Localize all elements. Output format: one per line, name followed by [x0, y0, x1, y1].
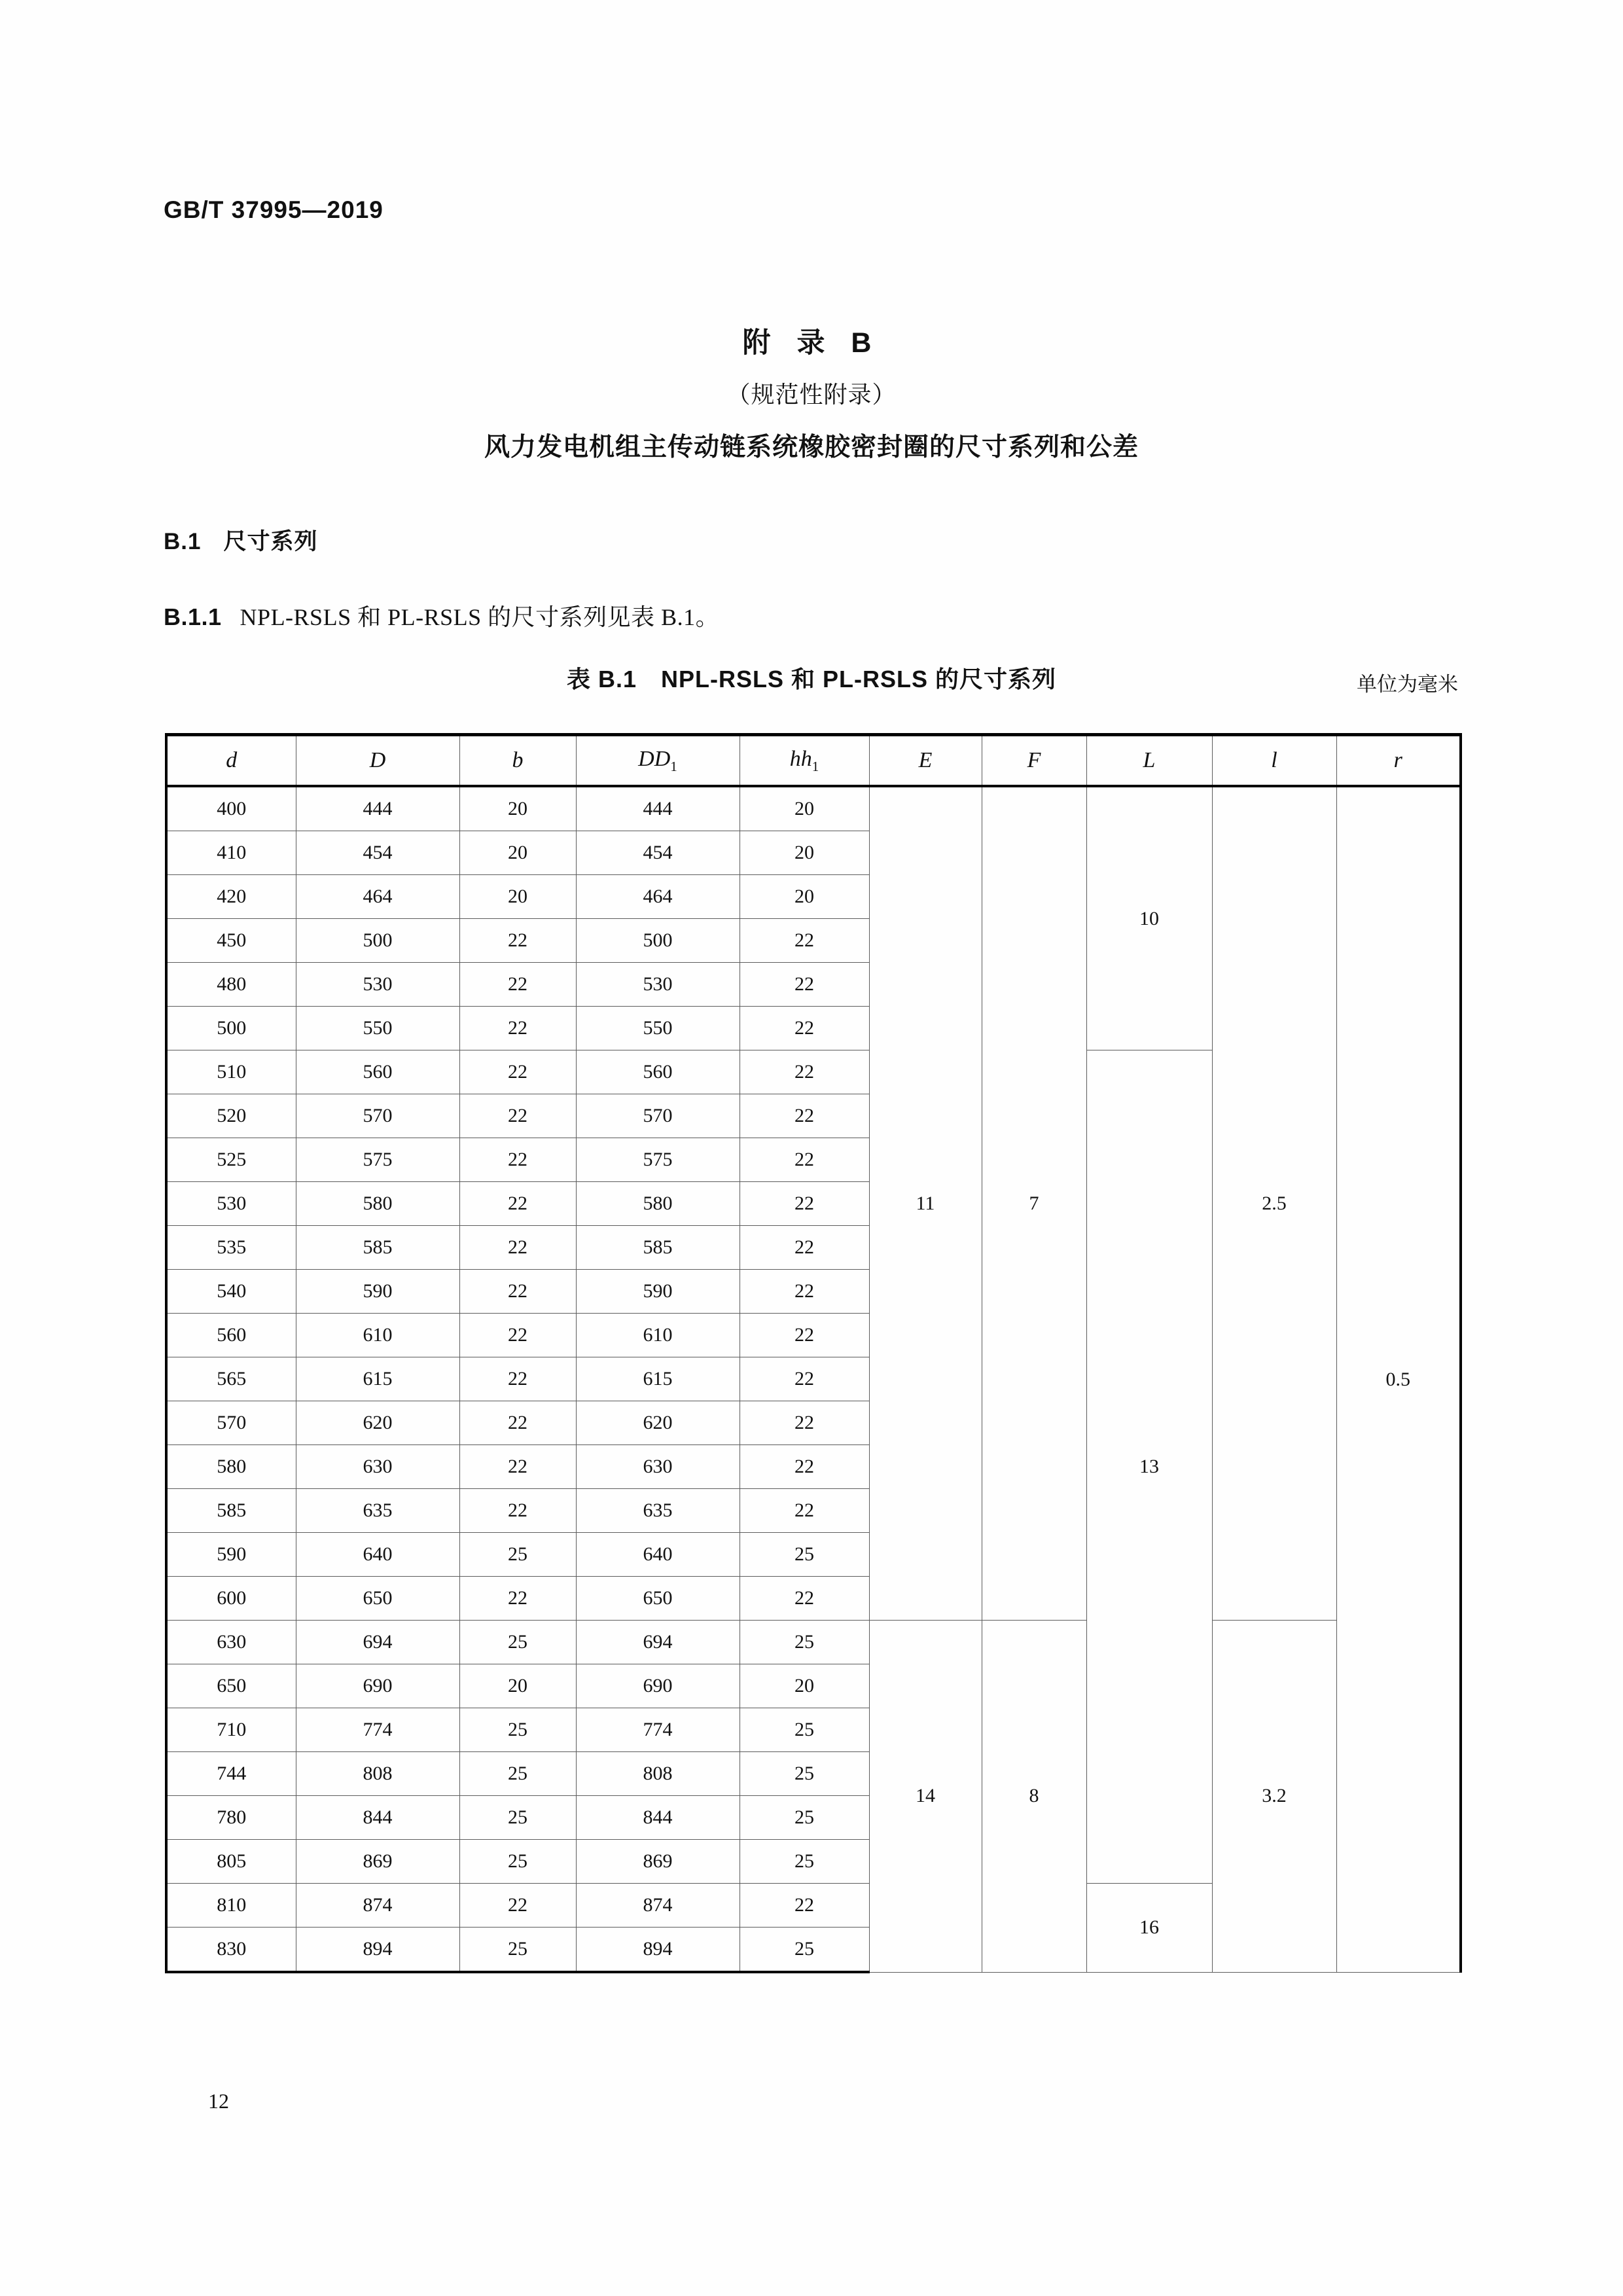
cell-h1: 25 [740, 1796, 869, 1840]
column-header-D: D [296, 735, 459, 787]
cell-D: 869 [296, 1840, 459, 1884]
cell-b: 22 [459, 963, 576, 1007]
cell-d: 500 [166, 1007, 296, 1050]
cell-D1: 590 [576, 1270, 740, 1314]
cell-h1: 22 [740, 1138, 869, 1182]
cell-b: 25 [459, 1752, 576, 1796]
cell-d: 830 [166, 1928, 296, 1973]
cell-L-merged: 10 [1086, 786, 1212, 1050]
cell-d: 805 [166, 1840, 296, 1884]
cell-D1: 894 [576, 1928, 740, 1973]
cell-D1: 650 [576, 1577, 740, 1621]
cell-h1: 20 [740, 831, 869, 875]
cell-D1: 844 [576, 1796, 740, 1840]
cell-D: 560 [296, 1050, 459, 1094]
clause-b11-paragraph [164, 599, 719, 632]
cell-D1: 869 [576, 1840, 740, 1884]
cell-E-merged: 11 [869, 786, 982, 1621]
column-header-subscript: 1 [670, 758, 677, 774]
cell-b: 25 [459, 1621, 576, 1664]
cell-h1: 25 [740, 1752, 869, 1796]
cell-d: 525 [166, 1138, 296, 1182]
cell-D1: 444 [576, 786, 740, 831]
cell-D: 694 [296, 1621, 459, 1664]
cell-D1: 560 [576, 1050, 740, 1094]
cell-D: 590 [296, 1270, 459, 1314]
cell-D: 894 [296, 1928, 459, 1973]
cell-h1: 22 [740, 1226, 869, 1270]
cell-d: 420 [166, 875, 296, 919]
column-header-E: E [869, 735, 982, 787]
column-header-r: r [1336, 735, 1461, 787]
cell-b: 22 [459, 1007, 576, 1050]
cell-L-merged: 13 [1086, 1050, 1212, 1884]
cell-D: 774 [296, 1708, 459, 1752]
cell-D1: 694 [576, 1621, 740, 1664]
cell-h1: 25 [740, 1840, 869, 1884]
cell-h1: 25 [740, 1708, 869, 1752]
table-body [166, 786, 1461, 1972]
cell-b: 22 [459, 1050, 576, 1094]
cell-D: 500 [296, 919, 459, 963]
cell-D: 650 [296, 1577, 459, 1621]
cell-D: 630 [296, 1445, 459, 1489]
cell-d: 410 [166, 831, 296, 875]
cell-h1: 22 [740, 1094, 869, 1138]
cell-d: 400 [166, 786, 296, 831]
cell-b: 22 [459, 1577, 576, 1621]
cell-D1: 464 [576, 875, 740, 919]
cell-d: 590 [166, 1533, 296, 1577]
cell-b: 22 [459, 1094, 576, 1138]
cell-b: 20 [459, 786, 576, 831]
annex-title: 风力发电机组主传动链系统橡胶密封圈的尺寸系列和公差 [484, 433, 1139, 461]
cell-d: 520 [166, 1094, 296, 1138]
cell-L-merged: 16 [1086, 1884, 1212, 1973]
clause-b11-text: NPL-RSLS 和 PL-RSLS 的尺寸系列见表 B.1。 [240, 604, 720, 630]
dimension-series-table [165, 733, 1462, 1973]
column-header-D1: $DD_1$ [576, 735, 740, 787]
cell-D1: 774 [576, 1708, 740, 1752]
cell-h1: 25 [740, 1928, 869, 1973]
cell-D1: 640 [576, 1533, 740, 1577]
cell-D: 640 [296, 1533, 459, 1577]
cell-h1: 22 [740, 1401, 869, 1445]
column-header-subscript: 1 [812, 758, 819, 774]
cell-d: 510 [166, 1050, 296, 1094]
cell-D: 550 [296, 1007, 459, 1050]
cell-b: 25 [459, 1928, 576, 1973]
annex-label: 附 录 B [742, 327, 881, 359]
column-header-b: b [459, 735, 576, 787]
cell-b: 25 [459, 1533, 576, 1577]
cell-D: 580 [296, 1182, 459, 1226]
cell-D: 635 [296, 1489, 459, 1533]
cell-b: 22 [459, 1314, 576, 1357]
running-head: GB/T 37995—2019 [164, 196, 383, 223]
cell-h1: 22 [740, 1357, 869, 1401]
cell-D1: 580 [576, 1182, 740, 1226]
cell-d: 744 [166, 1752, 296, 1796]
clause-b11-number: B.1.1 [164, 603, 222, 630]
cell-D: 690 [296, 1664, 459, 1708]
cell-h1: 25 [740, 1533, 869, 1577]
cell-D1: 530 [576, 963, 740, 1007]
cell-l-merged: 3.2 [1212, 1621, 1336, 1973]
cell-h1: 22 [740, 1489, 869, 1533]
cell-D: 454 [296, 831, 459, 875]
cell-h1: 25 [740, 1621, 869, 1664]
cell-D1: 620 [576, 1401, 740, 1445]
cell-b: 20 [459, 875, 576, 919]
cell-d: 650 [166, 1664, 296, 1708]
cell-D: 575 [296, 1138, 459, 1182]
cell-l-merged: 2.5 [1212, 786, 1336, 1621]
table-row [166, 1621, 1461, 1664]
table-caption: 表 B.1 NPL-RSLS 和 PL-RSLS 的尺寸系列 [566, 666, 1057, 692]
column-header-l: l [1212, 735, 1336, 787]
cell-E-merged: 14 [869, 1621, 982, 1973]
table-row [166, 786, 1461, 831]
cell-d: 480 [166, 963, 296, 1007]
table-unit-note: 单位为毫米 [1357, 673, 1458, 696]
cell-d: 535 [166, 1226, 296, 1270]
cell-b: 25 [459, 1708, 576, 1752]
cell-h1: 22 [740, 1270, 869, 1314]
cell-d: 565 [166, 1357, 296, 1401]
cell-D: 844 [296, 1796, 459, 1840]
cell-d: 560 [166, 1314, 296, 1357]
cell-D1: 874 [576, 1884, 740, 1928]
page-number: 12 [208, 2089, 229, 2113]
cell-D1: 690 [576, 1664, 740, 1708]
cell-d: 600 [166, 1577, 296, 1621]
cell-h1: 22 [740, 1445, 869, 1489]
cell-D1: 500 [576, 919, 740, 963]
cell-h1: 22 [740, 1577, 869, 1621]
column-header-h1: $hh_1$ [740, 735, 869, 787]
table-head [166, 735, 1461, 787]
cell-F-merged: 8 [982, 1621, 1086, 1973]
cell-h1: 22 [740, 919, 869, 963]
cell-b: 22 [459, 1226, 576, 1270]
table-header-row [166, 735, 1461, 787]
cell-h1: 22 [740, 1182, 869, 1226]
cell-b: 20 [459, 831, 576, 875]
clause-b1-number: B.1 [164, 529, 202, 554]
cell-d: 530 [166, 1182, 296, 1226]
cell-D: 464 [296, 875, 459, 919]
cell-h1: 20 [740, 875, 869, 919]
column-header-F: F [982, 735, 1086, 787]
annex-title-block [0, 321, 1623, 463]
cell-r-merged: 0.5 [1336, 786, 1461, 1972]
cell-b: 22 [459, 919, 576, 963]
cell-h1: 20 [740, 1664, 869, 1708]
cell-b: 25 [459, 1840, 576, 1884]
cell-D: 444 [296, 786, 459, 831]
cell-d: 710 [166, 1708, 296, 1752]
cell-D1: 585 [576, 1226, 740, 1270]
cell-b: 22 [459, 1445, 576, 1489]
cell-D: 585 [296, 1226, 459, 1270]
column-header-L: L [1086, 735, 1212, 787]
cell-D1: 550 [576, 1007, 740, 1050]
cell-b: 25 [459, 1796, 576, 1840]
clause-b1-heading [164, 524, 317, 556]
cell-d: 450 [166, 919, 296, 963]
cell-h1: 22 [740, 963, 869, 1007]
annex-kind: （规范性附录） [726, 381, 897, 408]
cell-D1: 570 [576, 1094, 740, 1138]
cell-D: 570 [296, 1094, 459, 1138]
cell-D1: 615 [576, 1357, 740, 1401]
cell-d: 585 [166, 1489, 296, 1533]
cell-h1: 20 [740, 786, 869, 831]
cell-b: 22 [459, 1884, 576, 1928]
cell-b: 22 [459, 1489, 576, 1533]
cell-D1: 575 [576, 1138, 740, 1182]
cell-D1: 454 [576, 831, 740, 875]
cell-D1: 610 [576, 1314, 740, 1357]
cell-b: 20 [459, 1664, 576, 1708]
cell-F-merged: 7 [982, 786, 1086, 1621]
cell-D: 530 [296, 963, 459, 1007]
cell-D: 610 [296, 1314, 459, 1357]
cell-d: 630 [166, 1621, 296, 1664]
cell-h1: 22 [740, 1884, 869, 1928]
cell-D: 615 [296, 1357, 459, 1401]
clause-b1-title: 尺寸系列 [223, 529, 318, 554]
cell-d: 540 [166, 1270, 296, 1314]
cell-b: 22 [459, 1270, 576, 1314]
cell-b: 22 [459, 1138, 576, 1182]
cell-D: 808 [296, 1752, 459, 1796]
cell-D: 620 [296, 1401, 459, 1445]
cell-h1: 22 [740, 1314, 869, 1357]
cell-h1: 22 [740, 1007, 869, 1050]
cell-D1: 630 [576, 1445, 740, 1489]
cell-d: 780 [166, 1796, 296, 1840]
cell-b: 22 [459, 1182, 576, 1226]
cell-h1: 22 [740, 1050, 869, 1094]
cell-b: 22 [459, 1357, 576, 1401]
cell-D: 874 [296, 1884, 459, 1928]
cell-D1: 635 [576, 1489, 740, 1533]
cell-d: 810 [166, 1884, 296, 1928]
cell-d: 570 [166, 1401, 296, 1445]
cell-D1: 808 [576, 1752, 740, 1796]
column-header-d: d [166, 735, 296, 787]
cell-d: 580 [166, 1445, 296, 1489]
cell-b: 22 [459, 1401, 576, 1445]
